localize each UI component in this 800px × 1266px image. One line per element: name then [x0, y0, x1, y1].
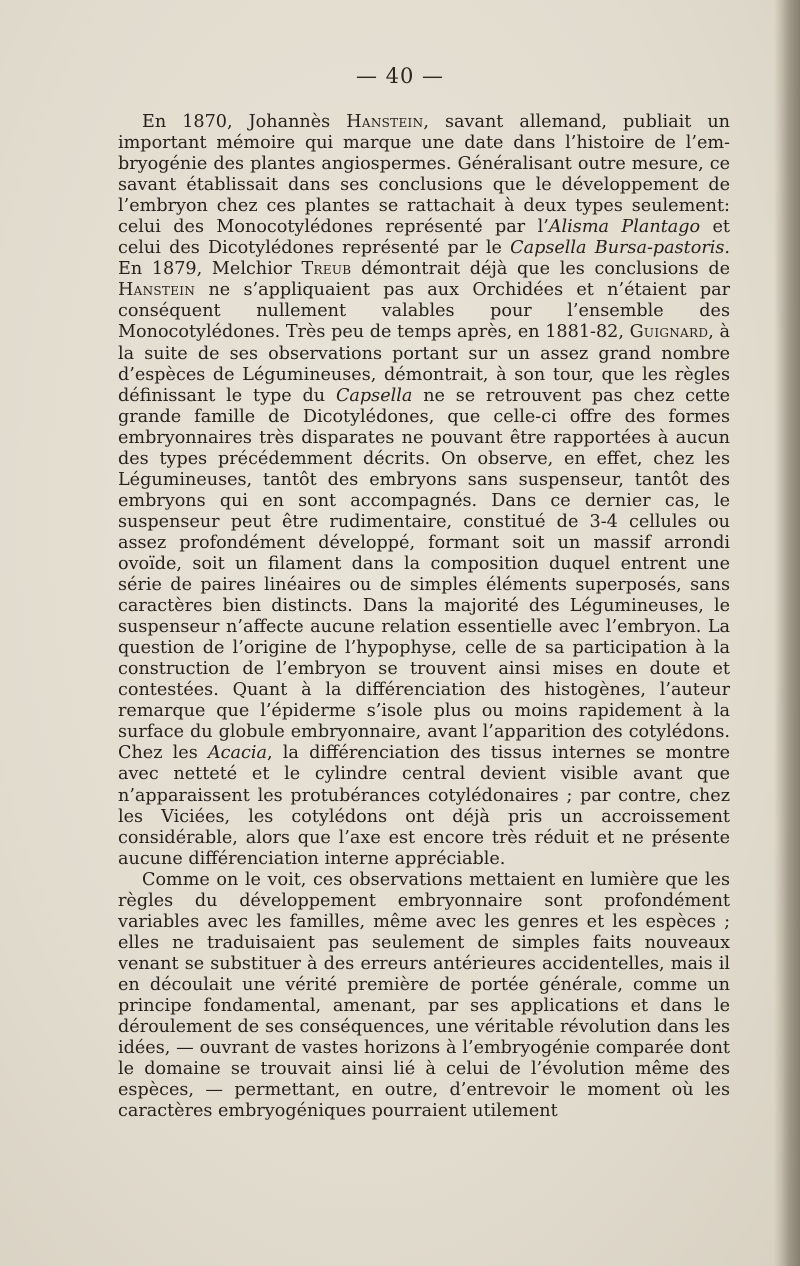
author-name: Guignard: [629, 322, 709, 343]
text-run: Comme on le voit, ces observations mettaient en lumière que les règles du développement embryonnaire sont profondément variables avec les familles, même avec les genres et les espèces ; elles ne traduisaient pas seulement de simples faits nouveaux venant se substituer à des erreurs antérieures accidentelles, mais il en découlait une vérité première de portée générale, comme un principe fondamental, amenant, par ses applications et dans le déroulement de ses conséquences, une véritable révolution dans les idées, — ouvrant de vastes horizons à l’embryogénie comparée dont le domaine se trouvait ainsi lié à celui de l’évolution même des espèces, — permettant, en outre, d’entrevoir le moment où les caractères embryogéniques pourraient utilement: [118, 869, 730, 1122]
text-run: et celui des Dicotylédones représenté par le: [118, 217, 731, 259]
paragraph: [118, 870, 730, 1123]
taxon-name: Acacia: [207, 743, 267, 764]
text-run: En 1870, Johannès: [142, 112, 347, 132]
author-name: Treub: [301, 259, 352, 280]
text-run: ne s’appliquaient pas aux Orchidées et n’étaient par conséquent nullement valables pour l’ensemble des Monocotylédones. Très peu de temps après, en 1881-82,: [118, 280, 730, 343]
page-binding-edge: [774, 0, 800, 1266]
author-name: Hanstein: [118, 280, 196, 301]
author-name: Hanstein: [346, 112, 424, 132]
taxon-name: Alisma Plantago: [548, 217, 701, 238]
taxon-name: Capsella: [335, 385, 413, 406]
text-run: ne se retrouvent pas chez cette grande famille de Dicotylédones, que celle-ci offre des formes embryonnaires très disparates ne pouvant être rapportées à aucun des types précédemment décrits. On observe, en effet, chez les Légumineuses, tantôt des embryons sans suspenseur, tantôt des embryons qui en sont accompagnés. Dans ce dernier cas, le suspenseur peut être rudimentaire, constitué de 3-4 cellules ou assez profondément développé, formant soit un massif arrondi ovoïde, soit un filament dans la composition duquel entrent une série de paires linéaires ou de simples éléments superposés, sans caractères bien distincts. Dans la majorité des Légumineuses, le suspenseur n’affecte aucune relation essentielle avec l’embryon. La question de l’origine de l’hypophyse, celle de sa participation à la construction de l’embryon se trouvent ainsi mises en doute et contestées. Quant à la différenciation des histogènes, l’auteur remarque que l’épiderme s’isole plus ou moins rapidement à la surface du globule embryonnaire, avant l’apparition des cotylédons. Chez les: [118, 385, 730, 764]
taxon-name: Capsella Bursa-pastoris: [510, 238, 725, 259]
text-run: . En 1879, Melchior: [118, 238, 731, 280]
text-run: , la différenciation des tissus internes se montre avec netteté et le cylindre central devient visible avant que n’apparaissent les protubérances cotylédonaires ; par contre, chez les Viciées, les cotylédons ont déjà pris un accroissement considérable, alors que l’axe est encore très réduit et ne présente aucune différenciation interne appréciable.: [118, 743, 731, 869]
text-run: démontrait déjà que les conclusions de: [351, 259, 730, 280]
text-run: , savant allemand, publiait un important mémoire qui marque une date dans l’histoire de l’embryogénie des plantes angiospermes. Généralisant outre mesure, ce savant établissait dans ses conclusions que le développement de l’embryon chez ces plantes se rattachait à deux types seulement: celui des Monocotylédones représenté par l’: [118, 112, 730, 238]
paragraph: [118, 112, 730, 870]
body-text: [118, 112, 730, 1122]
text-run: , à la suite de ses observations portant sur un assez grand nombre d’espèces de Légumineuses, démontrait, à son tour, que les règles définissant le type du: [118, 322, 730, 406]
page-number: — 40 —: [355, 64, 445, 88]
